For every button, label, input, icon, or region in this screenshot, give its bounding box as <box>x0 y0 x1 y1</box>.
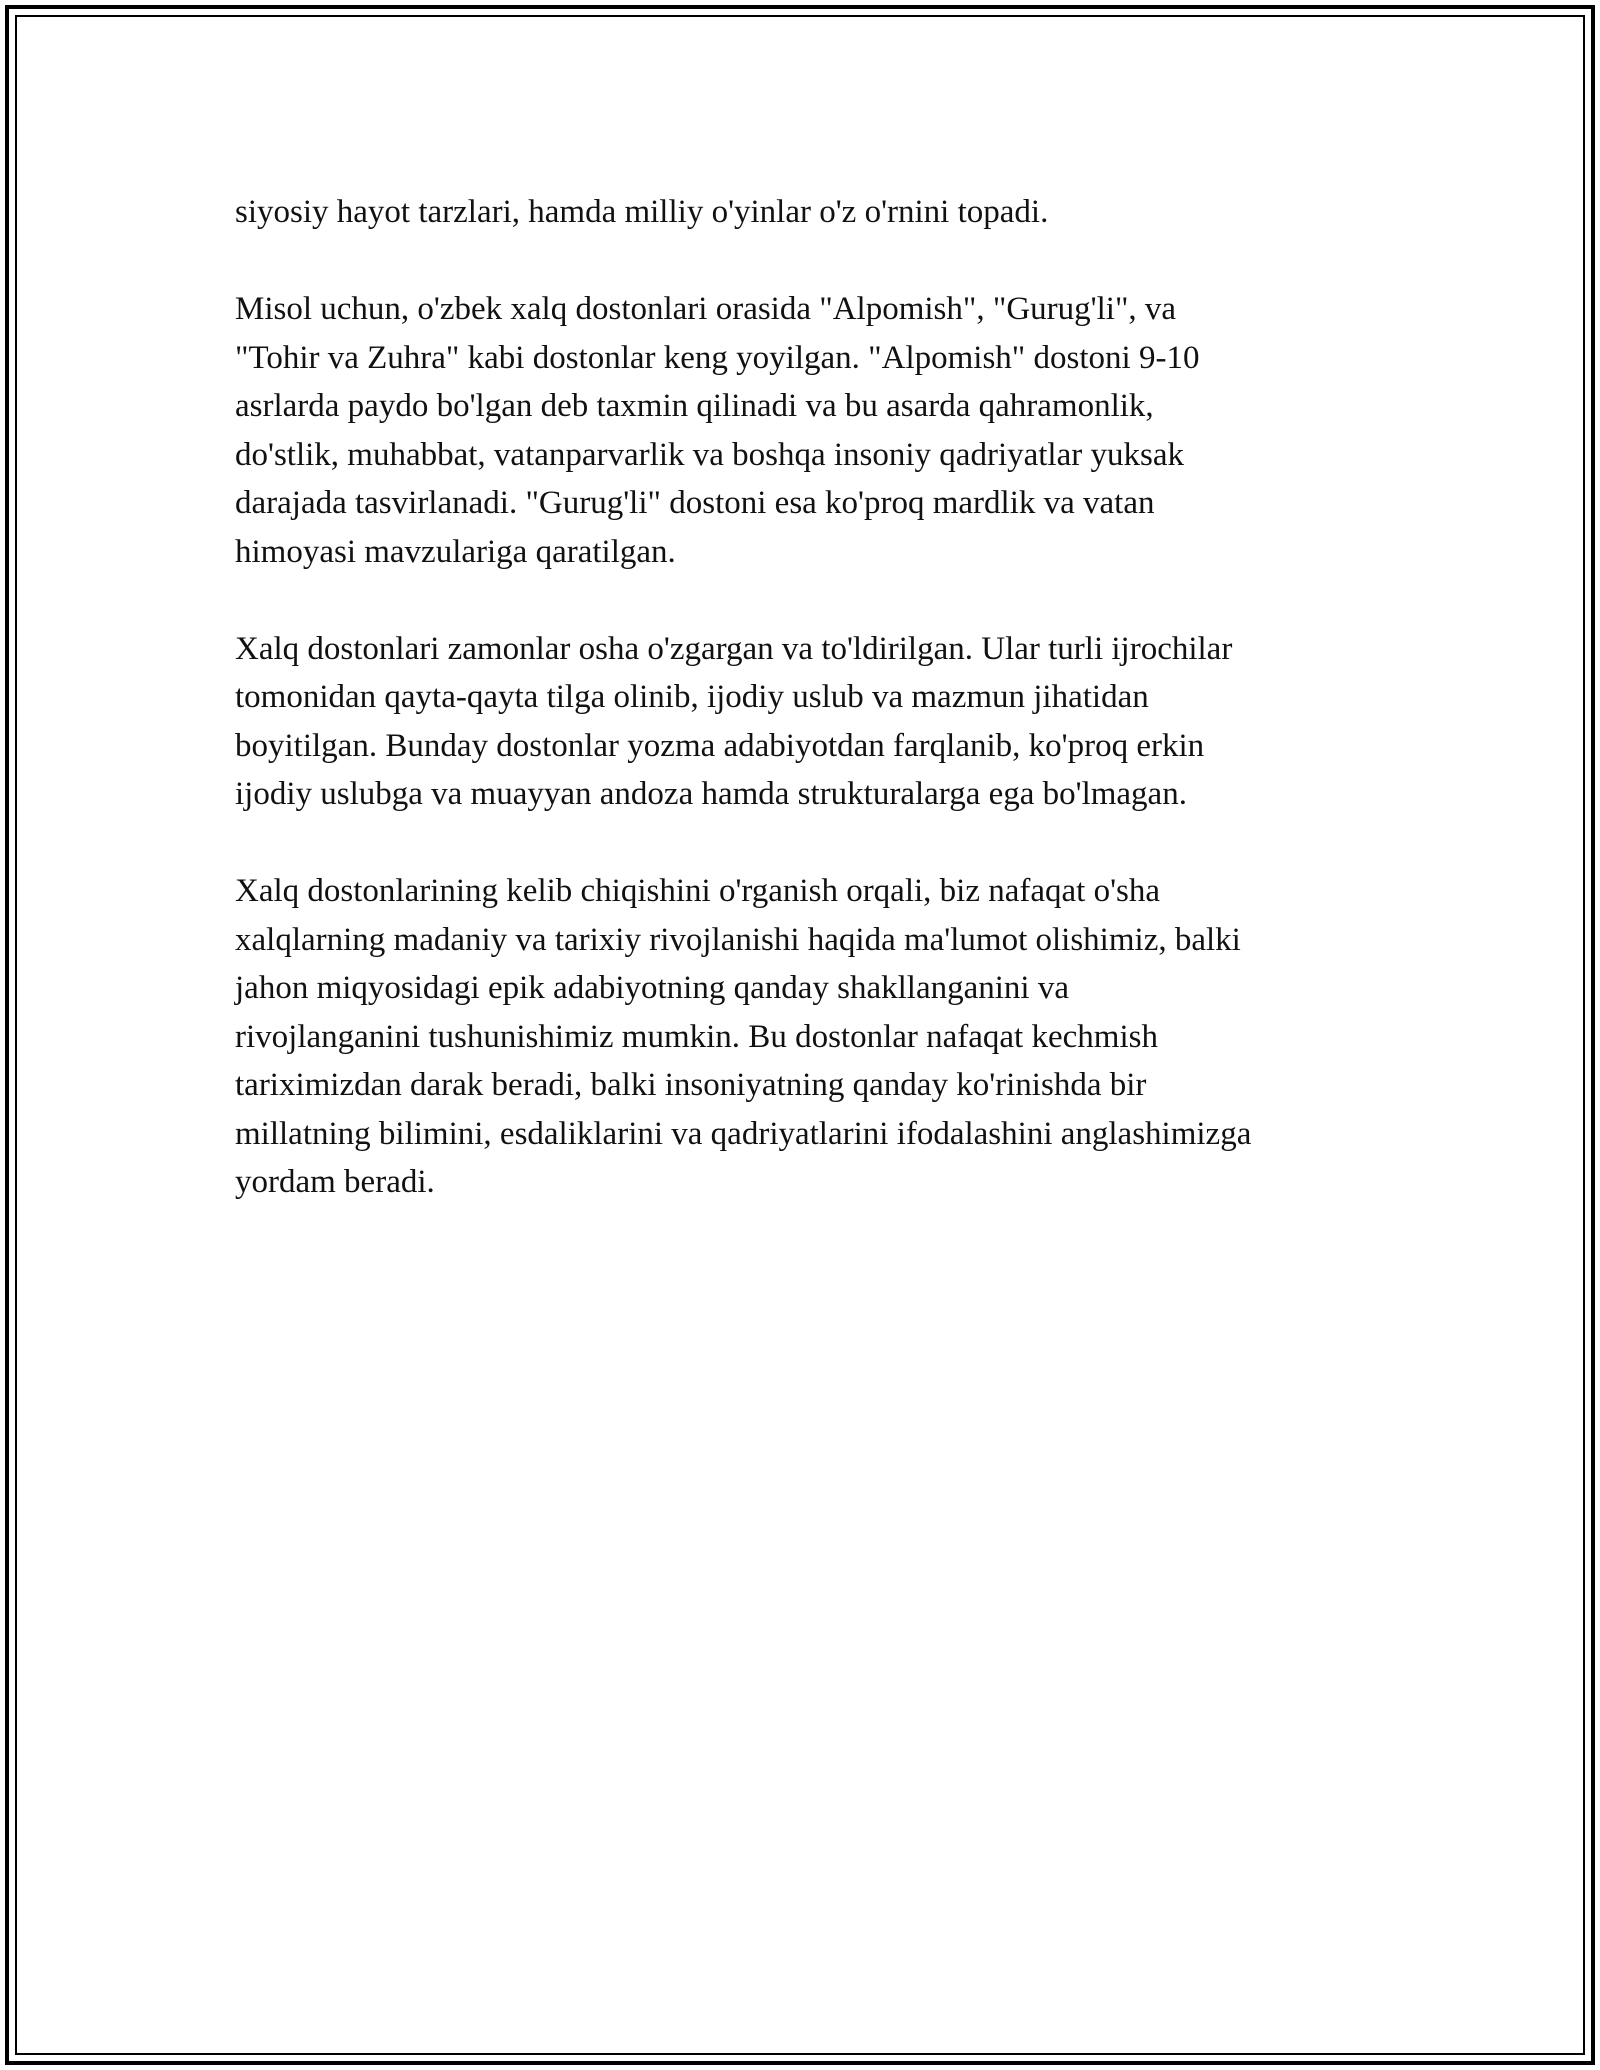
text-line: xalqlarning madaniy va tarixiy rivojlanishi haqida ma'lumot olishimiz, balki <box>235 921 1241 958</box>
text-line: tomonidan qayta-qayta tilga olinib, ijodiy uslub va mazmun jihatidan <box>235 679 1149 715</box>
paragraph-1 <box>235 188 1385 237</box>
text-line: rivojlanganini tushunishimiz mumkin. Bu dostonlar nafaqat kechmish <box>235 1018 1158 1055</box>
text-line: boyitilgan. Bunday dostonlar yozma adabiyotdan farqlanib, ko'proq erkin <box>235 727 1205 764</box>
paragraph-4 <box>235 867 1385 1207</box>
text-line: ijodiy uslubga va muayyan andoza hamda strukturalarga ega bo'lmagan. <box>235 776 1187 812</box>
text-line: Xalq dostonlarining kelib chiqishini o'rganish orqali, biz nafaqat o'sha <box>235 873 1161 909</box>
text-line: Xalq dostonlari zamonlar osha o'zgargan va to'ldirilgan. Ular turli ijrochilar <box>235 630 1233 667</box>
text-line: Misol uchun, o'zbek xalq dostonlari orasida "Alpomish", "Gurug'li", va <box>235 291 1177 327</box>
paragraph-3 <box>235 625 1385 819</box>
text-line: tariximizdan darak beradi, balki insoniyatning qanday ko'rinishda bir <box>235 1067 1147 1103</box>
text-line: jahon miqyosidagi epik adabiyotning qanday shakllanganini va <box>235 970 1069 1006</box>
text-line: himoyasi mavzulariga qaratilgan. <box>235 533 676 570</box>
text-line: darajada tasvirlanadi. "Gurug'li" dostoni esa ko'proq mardlik va vatan <box>235 485 1155 521</box>
text-line: siyosiy hayot tarzlari, hamda milliy o'yinlar o'z o'rnini topadi. <box>235 194 1049 230</box>
text-line: yordam beradi. <box>235 1164 435 1200</box>
document-body <box>235 188 1385 1255</box>
text-line: millatning bilimini, esdaliklarini va qadriyatlarini ifodalashini anglashimizga <box>235 1115 1252 1152</box>
text-line: asrlarda paydo bo'lgan deb taxmin qilinadi va bu asarda qahramonlik, <box>235 388 1154 424</box>
text-line: do'stlik, muhabbat, vatanparvarlik va boshqa insoniy qadriyatlar yuksak <box>235 436 1184 473</box>
text-line: "Tohir va Zuhra" kabi dostonlar keng yoyilgan. "Alpomish" dostoni 9-10 <box>235 339 1200 376</box>
paragraph-2 <box>235 285 1385 576</box>
